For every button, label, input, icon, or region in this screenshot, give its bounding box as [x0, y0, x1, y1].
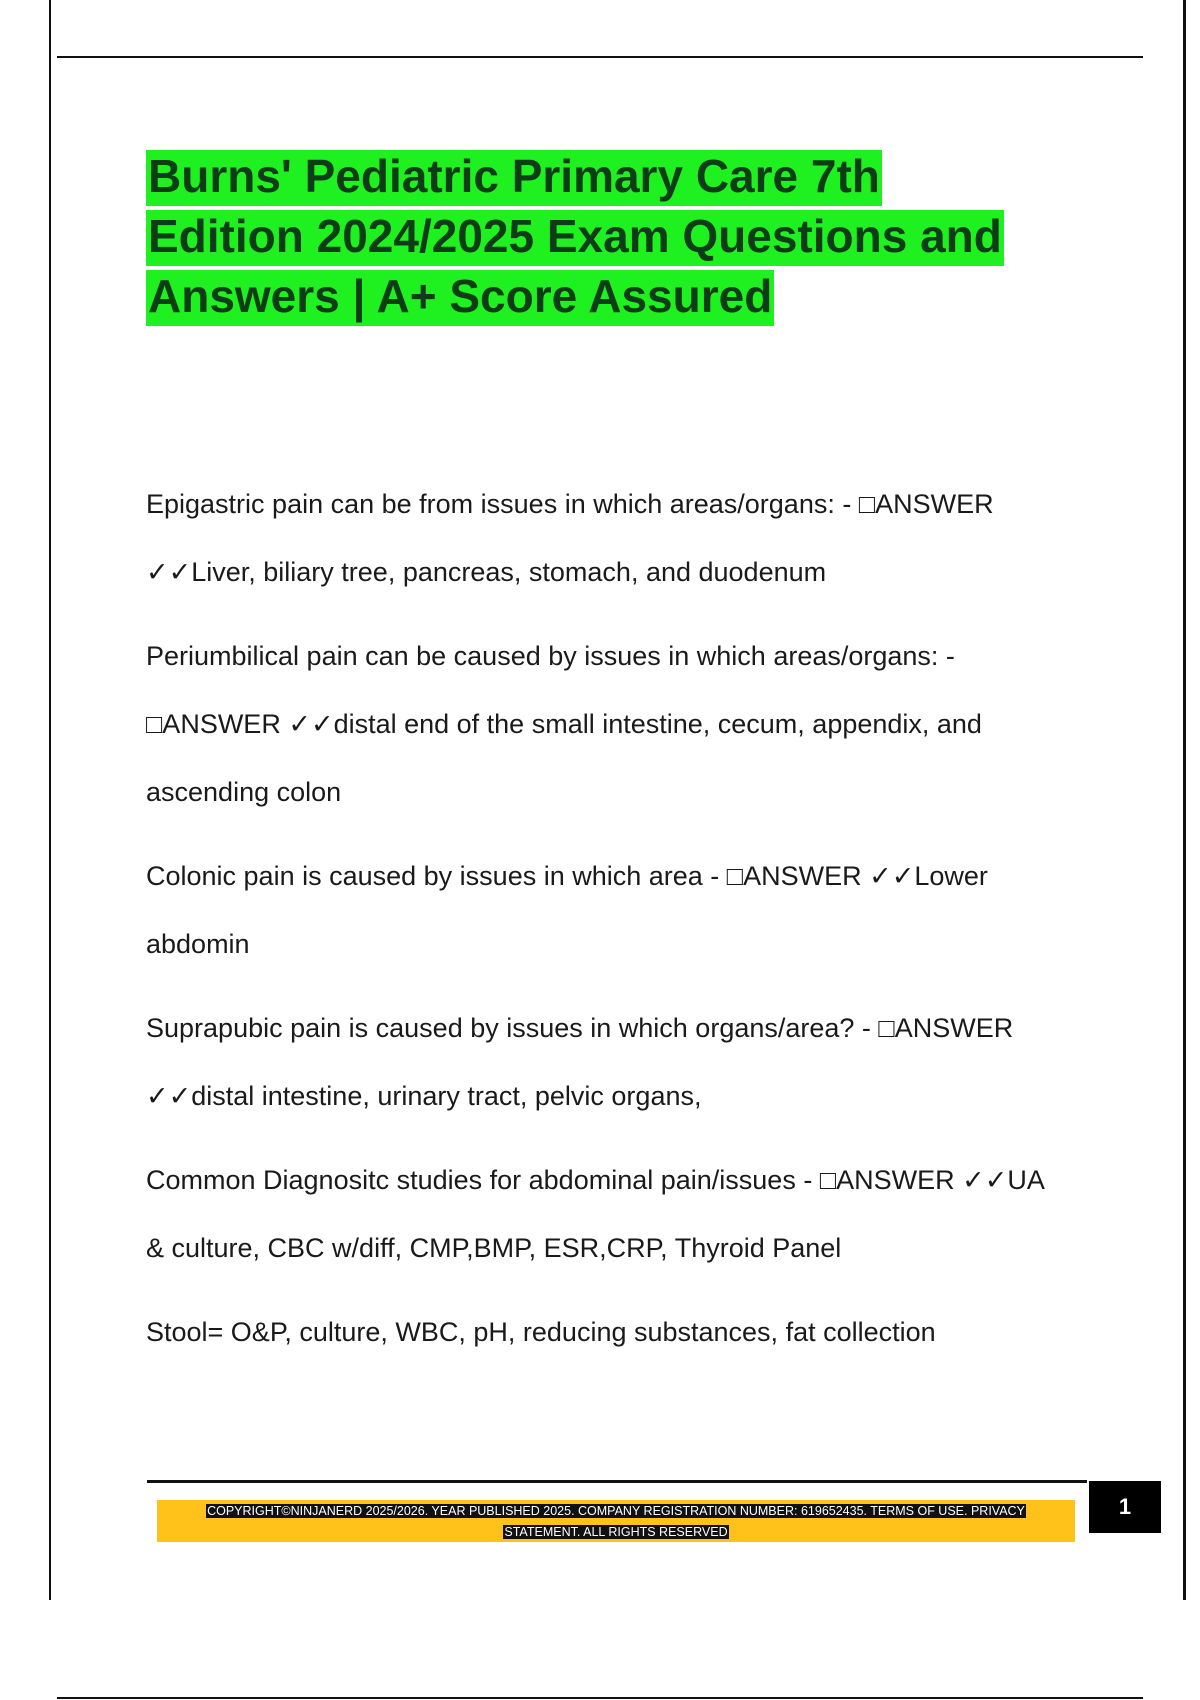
qa-line: ascending colon [146, 777, 342, 807]
bottom-divider [57, 1697, 1143, 1699]
copyright-line-2: STATEMENT. ALL RIGHTS RESERVED [504, 1525, 728, 1539]
copyright-line-1: COPYRIGHT©NINJANERD 2025/2026. YEAR PUBLISHED 2025. COMPANY REGISTRATION NUMBER: 619652435. TERMS OF USE. PRIVACY [207, 1504, 1025, 1518]
title-line-1: Burns' Pediatric Primary Care 7th [146, 150, 882, 206]
qa-line: Epigastric pain can be from issues in which areas/organs: - □ANSWER [146, 489, 994, 519]
page-border-right [1183, 0, 1186, 1600]
qa-line: ✓✓Liver, biliary tree, pancreas, stomach, and duodenum [146, 557, 827, 587]
page-number: 1 [1089, 1481, 1161, 1533]
qa-line: ✓✓distal intestine, urinary tract, pelvic organs, [146, 1081, 702, 1111]
qa-item-colonic [146, 842, 1106, 978]
top-divider [57, 56, 1143, 58]
qa-line: & culture, CBC w/diff, CMP,BMP, ESR,CRP, Thyroid Panel [146, 1233, 842, 1263]
footer-divider [147, 1480, 1087, 1483]
title-line-2: Edition 2024/2025 Exam Questions and [146, 210, 1004, 266]
footer-copyright [170, 1501, 1062, 1543]
qa-item-epigastric [146, 470, 1106, 606]
qa-content [146, 470, 1106, 1382]
page-border-left [49, 0, 51, 1600]
qa-line: Suprapubic pain is caused by issues in which organs/area? - □ANSWER [146, 1013, 1014, 1043]
qa-line: Periumbilical pain can be caused by issues in which areas/organs: - [146, 641, 955, 671]
qa-item-suprapubic [146, 994, 1106, 1130]
title-line-3: Answers | A+ Score Assured [146, 270, 774, 326]
qa-line: □ANSWER ✓✓distal end of the small intestine, cecum, appendix, and [146, 709, 982, 739]
qa-item-diagnostic-studies [146, 1146, 1106, 1282]
qa-item-stool [146, 1298, 1106, 1366]
qa-line: Common Diagnositc studies for abdominal pain/issues - □ANSWER ✓✓UA [146, 1165, 1045, 1195]
qa-line: Colonic pain is caused by issues in which area - □ANSWER ✓✓Lower [146, 861, 988, 891]
qa-line: Stool= O&P, culture, WBC, pH, reducing substances, fat collection [146, 1317, 936, 1347]
qa-item-periumbilical [146, 622, 1106, 826]
document-title [146, 146, 1106, 326]
qa-line: abdomin [146, 929, 250, 959]
